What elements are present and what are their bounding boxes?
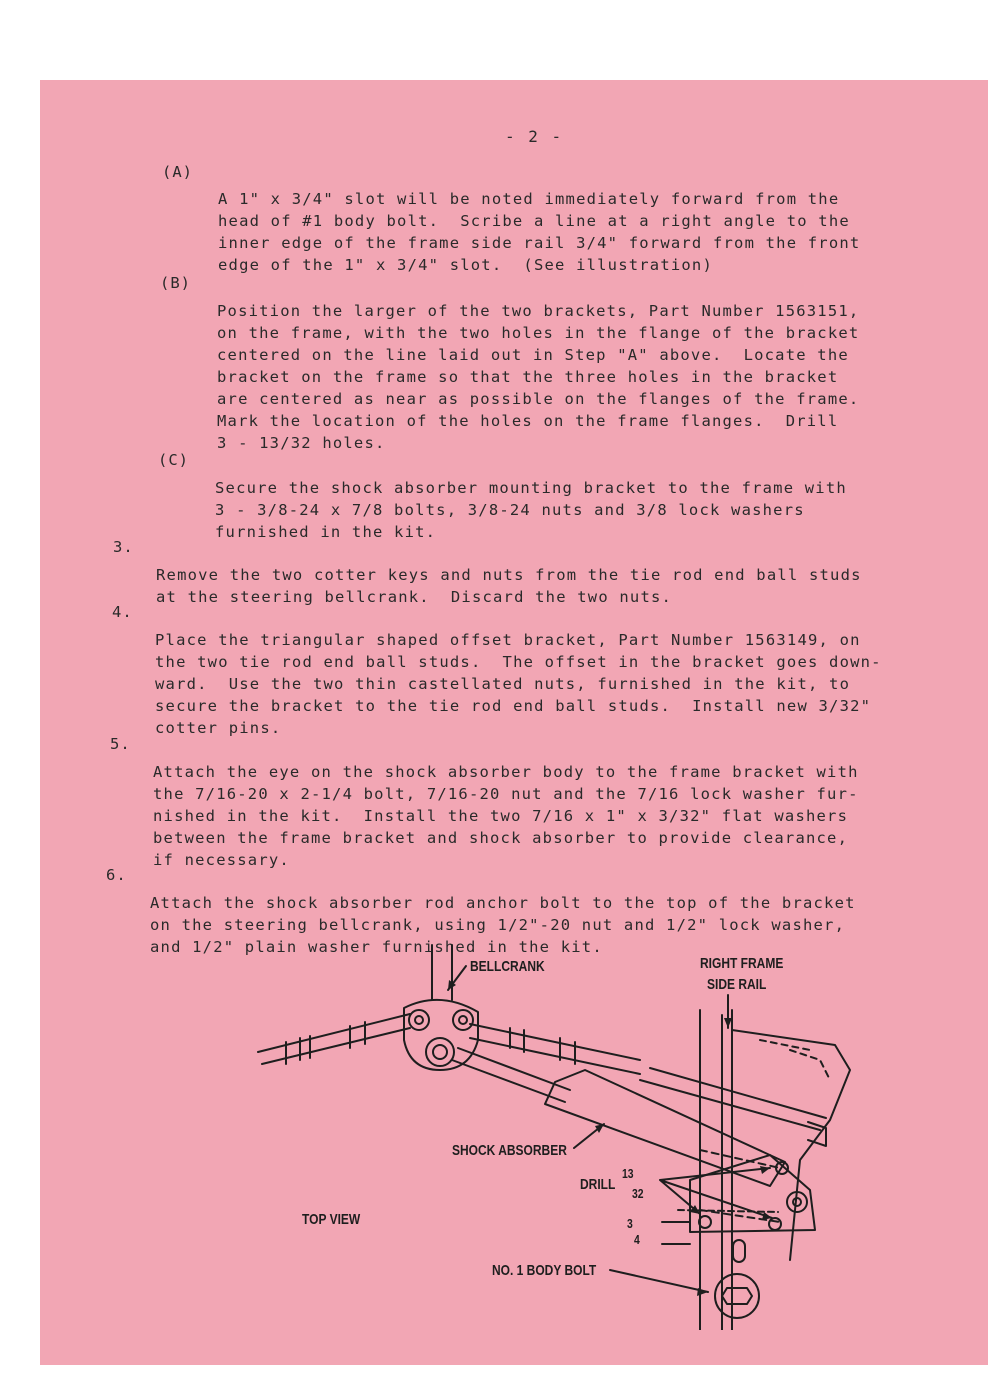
text-line: on the steering bellcrank, using 1/2"-20 nut and 1/2" lock washer, [150,916,846,934]
text-line: furnished in the kit. [215,523,437,541]
text-line: 3 - 13/32 holes. [217,434,386,452]
text-line: nished in the kit. Install the two 7/16 x 1" x 3/32" flat washers [153,807,849,825]
text-line: edge of the 1" x 3/4" slot. (See illustration) [218,256,713,274]
text-line: Secure the shock absorber mounting bracket to the frame with [215,479,847,497]
step-a-text [218,166,860,276]
text-line: Mark the location of the holes on the frame flanges. Drill [217,412,839,430]
text-line: head of #1 body bolt. Scribe a line at a right angle to the [218,212,850,230]
label-drill-denominator: 32 [632,1186,644,1201]
text-line: the 7/16-20 x 2-1/4 bolt, 7/16-20 nut and the 7/16 lock washer fur- [153,785,859,803]
label-side-rail: SIDE RAIL [707,976,767,993]
text-line: cotter pins. [155,719,282,737]
step-5-marker: 5. [110,735,131,753]
step-4-text [155,607,882,739]
text-line: Position the larger of the two brackets, Part Number 1563151, [217,302,860,320]
text-line: 3 - 3/8-24 x 7/8 bolts, 3/8-24 nuts and 3/8 lock washers [215,501,805,519]
page-number: - 2 - [505,127,564,146]
text-line: Attach the eye on the shock absorber body to the frame bracket with [153,763,859,781]
text-line: Place the triangular shaped offset bracket, Part Number 1563149, on [155,631,861,649]
text-line: ward. Use the two thin castellated nuts, furnished in the kit, to [155,675,851,693]
label-drill-numerator: 13 [622,1166,634,1181]
text-line: A 1" x 3/4" slot will be noted immediately forward from the [218,190,840,208]
step-b-marker: (B) [160,274,191,292]
text-line: inner edge of the frame side rail 3/4" forward from the front [218,234,861,252]
text-line: if necessary. [153,851,290,869]
label-bellcrank: BELLCRANK [470,958,545,975]
text-line: bracket on the frame so that the three holes in the bracket [217,368,839,386]
label-shock-absorber: SHOCK ABSORBER [452,1142,567,1159]
text-line: centered on the line laid out in Step "A" above. Locate the [217,346,849,364]
label-dim-numerator: 3 [627,1216,633,1231]
step-c-text [215,455,847,543]
label-right-frame: RIGHT FRAME [700,955,784,972]
label-drill: DRILL [580,1176,616,1193]
text-line: Remove the two cotter keys and nuts from the tie rod end ball studs [156,566,862,584]
step-6-marker: 6. [106,866,127,884]
text-line: the two tie rod end ball studs. The offset in the bracket goes down- [155,653,882,671]
text-line: Attach the shock absorber rod anchor bolt to the top of the bracket [150,894,856,912]
text-line: on the frame, with the two holes in the flange of the bracket [217,324,860,342]
step-3-marker: 3. [113,538,134,556]
step-4-marker: 4. [112,603,133,621]
text-line: and 1/2" plain washer furnished in the kit. [150,938,603,956]
step-c-marker: (C) [158,451,189,469]
text-line: between the frame bracket and shock absorber to provide clearance, [153,829,849,847]
step-5-text [153,739,859,871]
label-dim-denominator: 4 [634,1232,640,1247]
text-line: secure the bracket to the tie rod end ball studs. Install new 3/32" [155,697,872,715]
step-b-text [217,278,859,454]
step-3-text [156,542,862,608]
step-a-marker: (A) [162,163,193,181]
label-top-view: TOP VIEW [302,1211,361,1228]
text-line: at the steering bellcrank. Discard the two nuts. [156,588,673,606]
text-line: are centered as near as possible on the flanges of the frame. [217,390,860,408]
label-body-bolt: NO. 1 BODY BOLT [492,1262,597,1279]
